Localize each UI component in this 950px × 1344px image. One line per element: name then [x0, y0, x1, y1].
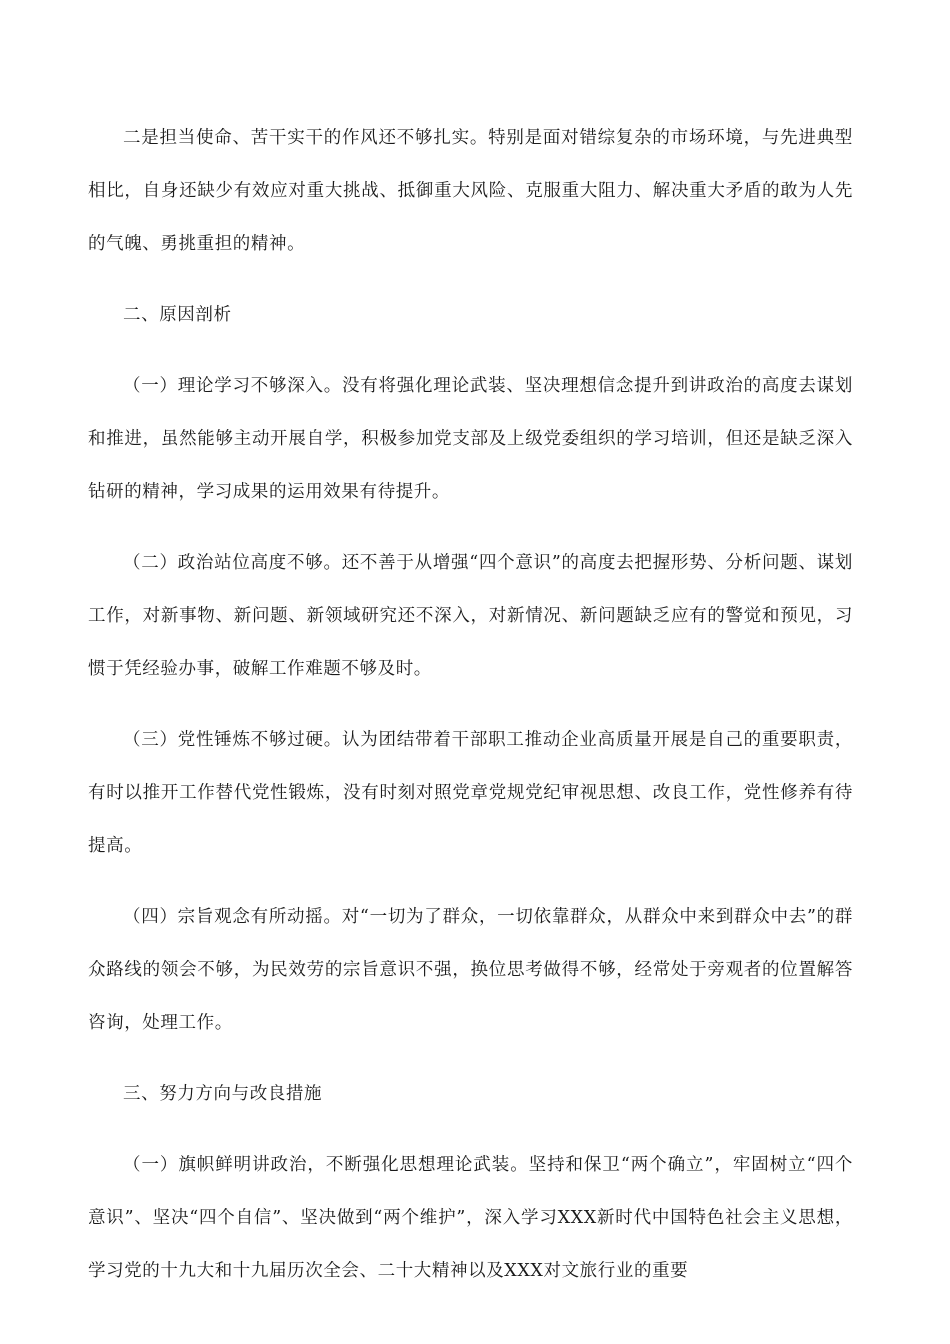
document-body	[88, 112, 853, 1298]
paragraph-work-style: 二是担当使命、苦干实干的作风还不够扎实。特别是面对错综复杂的市场环境，与先进典型相比，自身还缺少有效应对重大挑战、抵御重大风险、克服重大阻力、解决重大矛盾的敢为人先的气魄、勇挑重担的精神。	[88, 128, 853, 254]
paragraph-talk-politics: （一）旗帜鲜明讲政治，不断强化思想理论武装。坚持和保卫“两个确立”，牢固树立“四个意识”、坚决“四个自信”、坚决做到“两个维护”，深入学习XXX新时代中国特色社会主义思想，学习党的十九大和十九届历次全会、二十大精神以及XXX对文旅行业的重要	[88, 1155, 853, 1281]
paragraph-purpose-concept: （四）宗旨观念有所动摇。对“一切为了群众，一切依靠群众，从群众中来到群众中去”的群众路线的领会不够，为民效劳的宗旨意识不强，换位思考做得不够，经常处于旁观者的位置解答咨询，处理工作。	[88, 907, 853, 1033]
paragraph-political-stance: （二）政治站位高度不够。还不善于从增强“四个意识”的高度去把握形势、分析问题、谋划工作，对新事物、新问题、新领域研究还不深入，对新情况、新问题缺乏应有的警觉和预见，习惯于凭经验办事，破解工作难题不够及时。	[88, 553, 853, 679]
paragraph-party-spirit: （三）党性锤炼不够过硬。认为团结带着干部职工推动企业高质量开展是自己的重要职责，有时以推开工作替代党性锻炼，没有时刻对照党章党规党纪审视思想、改良工作，党性修养有待提高。	[88, 730, 853, 856]
section-heading-cause-analysis: 二、原因剖析	[123, 305, 232, 325]
paragraph-theory-study: （一）理论学习不够深入。没有将强化理论武装、坚决理想信念提升到讲政治的高度去谋划和推进，虽然能够主动开展自学，积极参加党支部及上级党委组织的学习培训，但还是缺乏深入钻研的精神，学习成果的运用效果有待提升。	[88, 376, 853, 502]
section-heading-improvement-measures: 三、努力方向与改良措施	[123, 1084, 323, 1104]
